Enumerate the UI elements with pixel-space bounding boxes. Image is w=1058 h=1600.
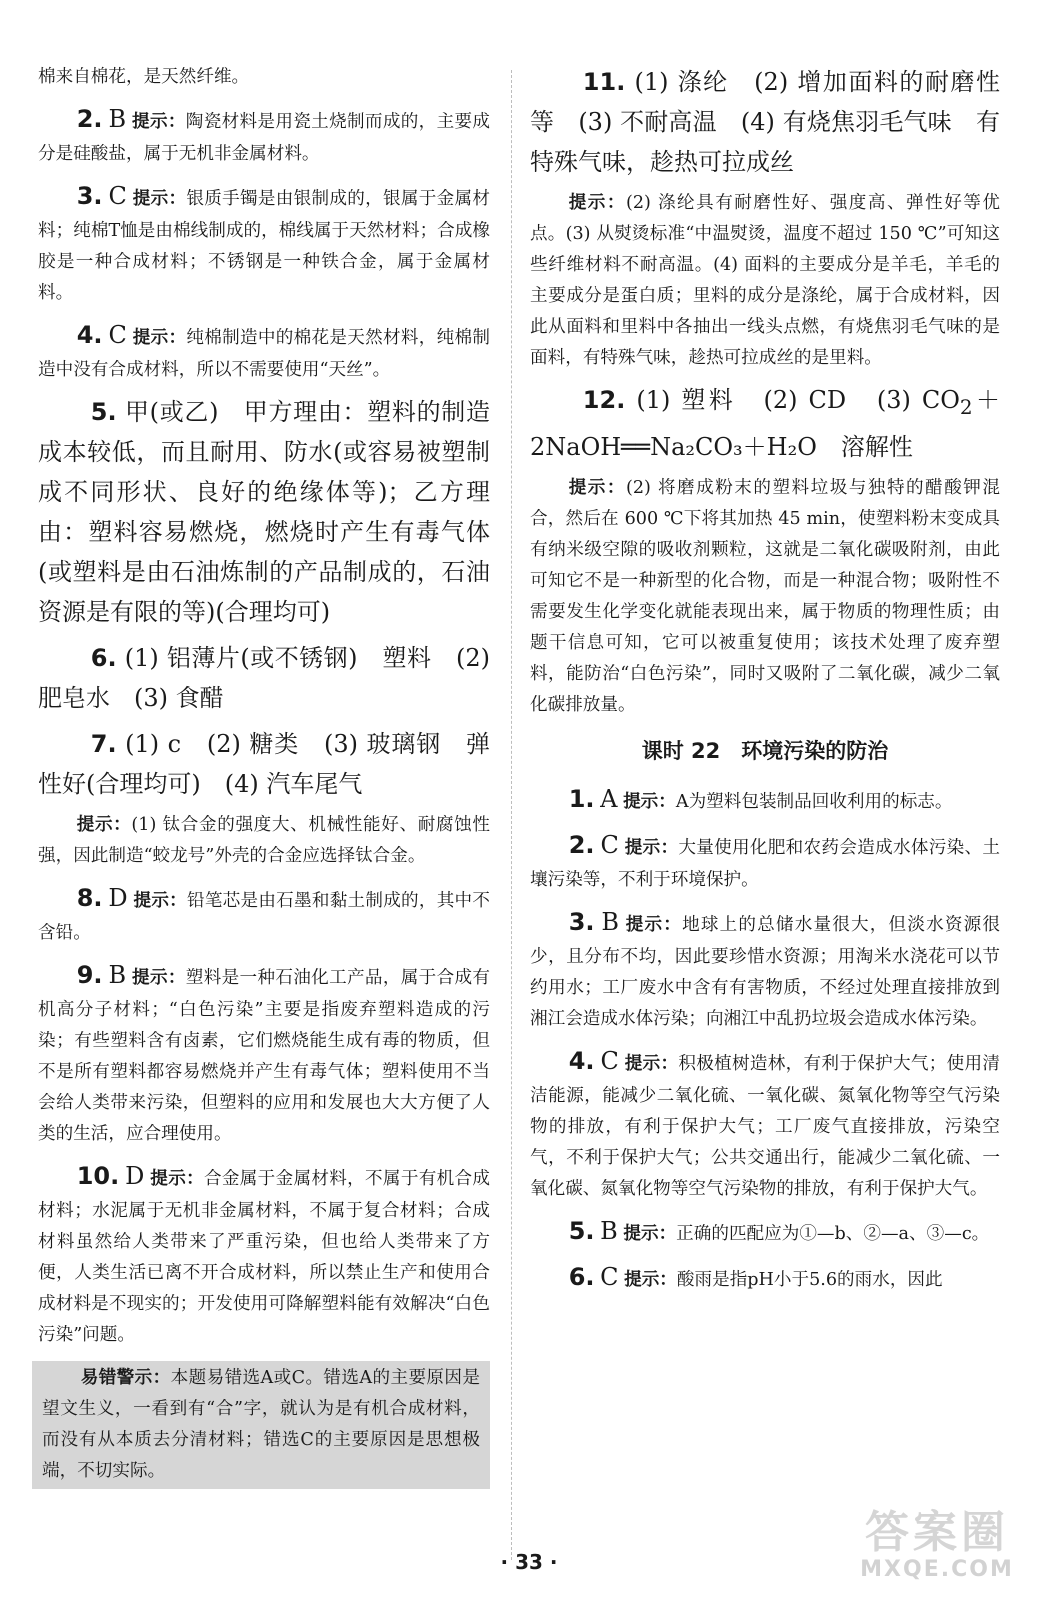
tip-label: 提示： [623, 1223, 677, 1244]
tip-text: 酸雨是指pH小于5.6的雨水，因此 [676, 1269, 943, 1290]
answer-number: 7. [90, 730, 117, 758]
tip-label: 提示： [624, 1269, 677, 1290]
answer-text: (1) 涤纶 (2) 增加面料的耐磨性等 (3) 不耐高温 (4) 有烧焦羽毛气味 有特殊气味，趁热可拉成丝 [530, 68, 1000, 176]
tip-text: 积极植树造林，有利于保护大气；使用清洁能源，能减少二氧化硫、一氧化碳、氮氧化物等空气污染物的排放，有利于保护大气；工厂废气直接排放，污染空气，不利于保护大气；公共交通出行，能减少二氧化硫、一氧化碳、氮氧化物等空气污染物的排放，有利于保护大气。 [530, 1053, 1000, 1199]
answer-3 [38, 176, 490, 309]
answer-11 [530, 62, 1000, 182]
answer-number: 6. [90, 644, 117, 672]
watermark-bottom-text: MXQE.COM [860, 1557, 1014, 1582]
tip-label: 提示： [624, 1053, 679, 1074]
tip-label: 提示： [76, 815, 132, 835]
answer-8 [38, 878, 490, 949]
tip-text: 大量使用化肥和农药会造成水体污染、土壤污染等，不利于环境保护。 [530, 837, 1000, 890]
answer-11-tip [530, 188, 1000, 374]
answer-choice: C [108, 182, 127, 210]
answer-number: 9. [76, 961, 103, 989]
tip-label: 提示： [132, 189, 187, 209]
answer-7-tip [38, 810, 490, 872]
answer-number: 2. [76, 105, 103, 133]
tip-label: 提示： [568, 477, 626, 498]
column-divider [511, 70, 512, 1560]
answer-choice: B [108, 961, 127, 989]
answer-choice: C [600, 830, 619, 859]
tip-label: 提示： [623, 791, 676, 812]
answer-choice: C [600, 1262, 619, 1291]
answer-1-continuation: 棉来自棉花，是天然纤维。 [38, 67, 250, 87]
answer-text: (1) 铝薄片(或不锈钢) 塑料 (2) 肥皂水 (3) 食醋 [38, 644, 490, 712]
tip-text: 地球上的总储水量很大，但淡水资源很少，且分布不均，因此要珍惜水资源；用淘米水浇花可以节约用水；工厂废水中含有有害物质，不经过处理直接排放到湘江会造成水体污染；向湘江中乱扔垃圾会造成水体污染。 [530, 914, 1001, 1029]
tip-text: 纯棉制造中的棉花是天然材料，纯棉制造中没有合成材料，所以不需要使用“天丝”。 [38, 328, 490, 380]
lesson22-answer-2 [530, 825, 1000, 896]
lesson22-answer-1 [530, 779, 1000, 819]
answer-2 [38, 99, 490, 170]
answer-7 [38, 724, 490, 804]
answer-choice: B [600, 1216, 618, 1245]
answer-number: 1. [568, 784, 595, 813]
tip-text: 陶瓷材料是用瓷土烧制而成的，主要成分是硅酸盐，属于无机非金属材料。 [38, 112, 490, 164]
answer-choice: D [108, 884, 128, 912]
answer-12-tip [530, 473, 1000, 721]
answer-text: (1) c (2) 糖类 (3) 玻璃钢 弹性好(合理均可) (4) 汽车尾气 [38, 730, 490, 798]
lesson22-answer-6 [530, 1257, 1000, 1297]
answer-number: 3. [568, 907, 595, 936]
warning-text: 本题易错选A或C。错选A的主要原因是望文生义，一看到有“合”字，就认为是有机合成材料，而没有从本质去分清材料；错选C的主要原因是思想极端，不切实际。 [42, 1368, 480, 1481]
tip-text: A为塑料包装制品回收利用的标志。 [675, 791, 953, 812]
tip-text: 正确的匹配应为①—b、②—a、③—c。 [676, 1223, 990, 1244]
lesson22-answer-4 [530, 1041, 1000, 1205]
tip-text: (2) 涤纶具有耐磨性好、强度高、弹性好等优点。(3) 从熨烫标准“中温熨烫，温度不超过 150 ℃”可知这些纤维材料不耐高温。(4) 面料的主要成分是羊毛，羊毛的主要成分是蛋白质；里料的成分是涤纶，属于合成材料，因此从面料和里料中各抽出一线头点燃，有烧焦羽毛气味的是面料，有特殊气味，趁热可拉成丝的是里料。 [530, 193, 1000, 368]
answer-4 [38, 315, 490, 386]
answer-number: 12. [582, 386, 626, 414]
answer-number: 6. [568, 1262, 595, 1291]
answer-text: 甲(或乙) 甲方理由：塑料的制造成本较低，而且耐用、防水(或容易被塑制成不同形状、良好的绝缘体等)；乙方理由：塑料容易燃烧，燃烧时产生有毒气体(或塑料是由石油炼制的产品制成的，石油资源是有限的等)(合理均可) [38, 398, 490, 626]
answer-6 [38, 638, 490, 718]
tip-label: 提示： [133, 891, 187, 911]
tip-label: 提示： [132, 968, 186, 988]
right-column [530, 62, 1000, 1303]
tip-label: 提示： [624, 837, 679, 858]
tip-label: 提示： [150, 1169, 204, 1189]
answer-text-continued: ＋2NaOH══Na₂CO₃＋H₂O 溶解性 [530, 386, 1000, 461]
answer-number: 5. [90, 398, 117, 426]
page-number: · 33 · [500, 1550, 558, 1574]
answer-choice: C [108, 321, 127, 349]
tip-label: 提示： [132, 112, 186, 132]
tip-text: 银质手镯是由银制成的，银属于金属材料；纯棉T恤是由棉线制成的，棉线属于天然材料；合成橡胶是一种合成材料；不锈钢是一种铁合金，属于金属材料。 [38, 189, 490, 303]
answer-number: 4. [568, 1046, 595, 1075]
tip-text: (2) 将磨成粉末的塑料垃圾与独特的醋酸钾混合，然后在 600 ℃下将其加热 45 min，使塑料粉末变成具有纳米级空隙的吸收剂颗粒，这就是二氧化碳吸附剂，由此可知它不是一种新型的化合物，而是一种混合物；吸附性不需要发生化学变化就能表现出来，属于物质的物理性质；由题干信息可知，它可以被重复使用；该技术处理了废弃塑料，能防治“白色污染”，同时又吸附了二氧化碳，减少二氧化碳排放量。 [530, 477, 1000, 715]
left-column [38, 62, 490, 1497]
tip-label: 提示： [132, 328, 187, 348]
answer-number: 11. [582, 68, 626, 96]
answer-9 [38, 955, 490, 1150]
error-warning-box [32, 1361, 490, 1489]
answer-choice: C [600, 1046, 619, 1075]
answer-choice: B [108, 105, 127, 133]
answer-number: 10. [76, 1162, 120, 1190]
subscript: 2 [959, 394, 973, 419]
tip-label: 提示： [568, 193, 626, 213]
tip-text: 塑料是一种石油化工产品，属于合成有机高分子材料；“白色污染”主要是指废弃塑料造成的污染；有些塑料含有卤素，它们燃烧能生成有毒的物质，但不是所有塑料都容易燃烧并产生有毒气体；塑料使用不当会给人类带来污染，但塑料的应用和发展也大大方便了人类的生活，应合理使用。 [38, 968, 490, 1144]
lesson22-answer-5 [530, 1211, 1000, 1251]
answer-number: 8. [76, 884, 103, 912]
tip-text: 铅笔芯是由石墨和黏土制成的，其中不含铅。 [38, 891, 490, 943]
watermark-top-text: 答案圈 [865, 1507, 1009, 1558]
answer-choice: A [600, 784, 618, 813]
answer-number: 5. [568, 1216, 595, 1245]
lesson22-answer-3 [530, 902, 1000, 1035]
answer-number: 3. [76, 182, 103, 210]
answer-number: 4. [76, 321, 103, 349]
watermark-logo [842, 1508, 1032, 1586]
tip-text: (1) 钛合金的强度大、机械性能好、耐腐蚀性强，因此制造“蛟龙号”外壳的合金应选择钛合金。 [38, 815, 490, 866]
answer-choice: B [601, 907, 619, 936]
warning-label: 易错警示： [80, 1368, 171, 1388]
section-title: 课时 22 环境污染的防治 [641, 738, 889, 763]
answer-10 [38, 1156, 490, 1351]
answer-number: 2. [568, 830, 595, 859]
tip-label: 提示： [625, 914, 683, 935]
answer-text: (1) 塑料 (2) CD (3) CO [636, 386, 960, 414]
answer-choice: D [125, 1162, 145, 1190]
answer-5 [38, 392, 490, 632]
tip-text: 合金属于金属材料，不属于有机合成材料；水泥属于无机非金属材料，不属于复合材料；合成材料虽然给人类带来了严重污染，但也给人类带来了方便，人类生活已离不开合成材料，所以禁止生产和使用合成材料是不现实的；开发使用可降解塑料能有效解决“白色污染”问题。 [38, 1169, 490, 1345]
answer-12 [530, 380, 1000, 467]
